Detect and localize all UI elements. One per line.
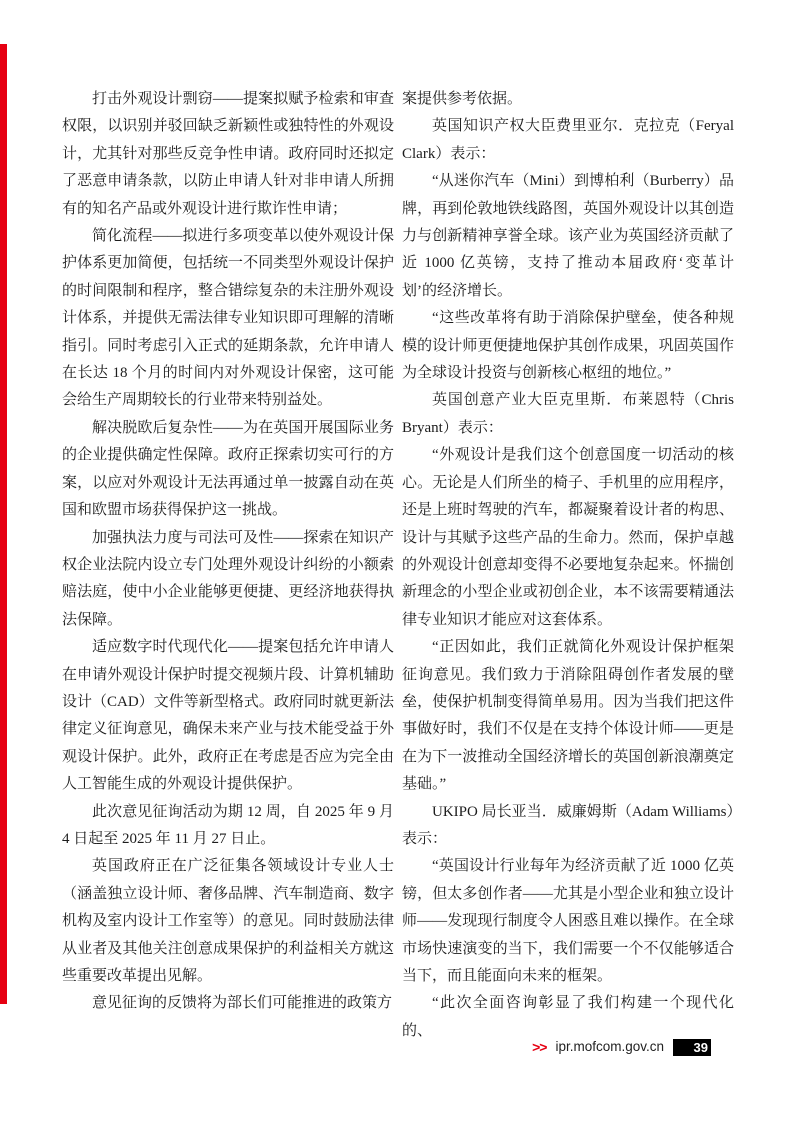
- page-number-badge: 39: [673, 1039, 711, 1056]
- column-right: [402, 86, 734, 1045]
- paragraph: “英国设计行业每年为经济贡献了近 1000 亿英镑，但太多创作者——尤其是小型企业和独立设计师——发现现行制度令人困惑且难以操作。在全球市场快速演变的当下，我们需要一个不仅能够适合当下，而且能面向未来的框架。: [402, 858, 734, 984]
- paragraph: 此次意见征询活动为期 12 周，自 2025 年 9 月 4 日起至 2025 年 11 月 27 日止。: [62, 803, 394, 847]
- paragraph: UKIPO 局长亚当．威廉姆斯（Adam Williams）表示：: [402, 803, 734, 847]
- paragraph: 英国政府正在广泛征集各领域设计专业人士（涵盖独立设计师、奢侈品牌、汽车制造商、数字机构及室内设计工作室等）的意见。同时鼓励法律从业者及其他关注创意成果保护的利益相关方就这些重要改革提出见解。: [62, 858, 394, 984]
- paragraph: “正因如此，我们正就简化外观设计保护框架征询意见。我们致力于消除阻碍创作者发展的壁垒，使保护机制变得简单易用。因为当我们把这件事做好时，我们不仅是在支持个体设计师——更是在为下一波推动全国经济增长的英国创新浪潮奠定基础。”: [402, 639, 734, 793]
- paragraph: 加强执法力度与司法可及性——探索在知识产权企业法院内设立专门处理外观设计纠纷的小额索赔法庭，使中小企业能够更便捷、更经济地获得执法保障。: [62, 529, 394, 628]
- article-columns: [62, 86, 734, 1045]
- paragraph: 案提供参考依据。: [402, 91, 523, 107]
- paragraph: 解决脱欧后复杂性——为在英国开展国际业务的企业提供确定性保障。政府正探索切实可行的方案，以应对外观设计无法再通过单一披露自动在英国和欧盟市场获得保护这一挑战。: [62, 419, 394, 519]
- left-edge-accent-bar: [0, 44, 7, 1004]
- paragraph: 英国知识产权大臣费里亚尔．克拉克（Feryal Clark）表示：: [402, 118, 734, 162]
- page-footer: [532, 1038, 711, 1056]
- paragraph: 简化流程——拟进行多项变革以使外观设计保护体系更加简便，包括统一不同类型外观设计保护的时间限制和程序，整合错综复杂的未注册外观设计体系，并提供无需法律专业知识即可理解的清晰指引。同时考虑引入正式的延期条款，允许申请人在长达 18 个月的时间内对外观设计保密，这可能会给生产周期较长的行业带来特别益处。: [62, 228, 394, 409]
- column-left: [62, 86, 394, 1045]
- paragraph: “外观设计是我们这个创意国度一切活动的核心。无论是人们所坐的椅子、手机里的应用程序，还是上班时驾驶的汽车，都凝聚着设计者的构思、设计与其赋予这些产品的生命力。然而，保护卓越的外观设计创意却变得不必要地复杂起来。怀揣创新理念的小型企业或初创企业，本不该需要精通法律专业知识才能应对这套体系。: [402, 447, 734, 628]
- paragraph: “这些改革将有助于消除保护壁垒，使各种规模的设计师更便捷地保护其创作成果，巩固英国作为全球设计投资与创新核心枢纽的地位。”: [402, 310, 734, 382]
- paragraph: 适应数字时代现代化——提案包括允许申请人在申请外观设计保护时提交视频片段、计算机辅助设计（CAD）文件等新型格式。政府同时就更新法律定义征询意见，确保未来产业与技术能受益于外观设计保护。此外，政府正在考虑是否应为完全由人工智能生成的外观设计提供保护。: [62, 639, 394, 793]
- paragraph: 打击外观设计剽窃——提案拟赋予检索和审查权限，以识别并驳回缺乏新颖性或独特性的外观设计，尤其针对那些反竞争性申请。政府同时还拟定了恶意申请条款，以防止申请人针对非申请人所拥有的知名产品或外观设计进行欺诈性申请；: [62, 91, 394, 217]
- paragraph: 英国创意产业大臣克里斯．布莱恩特（Chris Bryant）表示：: [402, 392, 734, 436]
- double-chevron-icon: >>: [532, 1039, 547, 1055]
- paragraph: “此次全面咨询彰显了我们构建一个现代化的、: [402, 995, 734, 1039]
- paragraph: 意见征询的反馈将为部长们可能推进的政策方: [92, 995, 393, 1012]
- paragraph: “从迷你汽车（Mini）到博柏利（Burberry）品牌，再到伦敦地铁线路图，英国外观设计以其创造力与创新精神享誉全球。该产业为英国经济贡献了近 1000 亿英镑，支持了推动本届政府‘变革计划’的经济增长。: [402, 173, 734, 299]
- footer-site-url: ipr.mofcom.gov.cn: [555, 1039, 664, 1055]
